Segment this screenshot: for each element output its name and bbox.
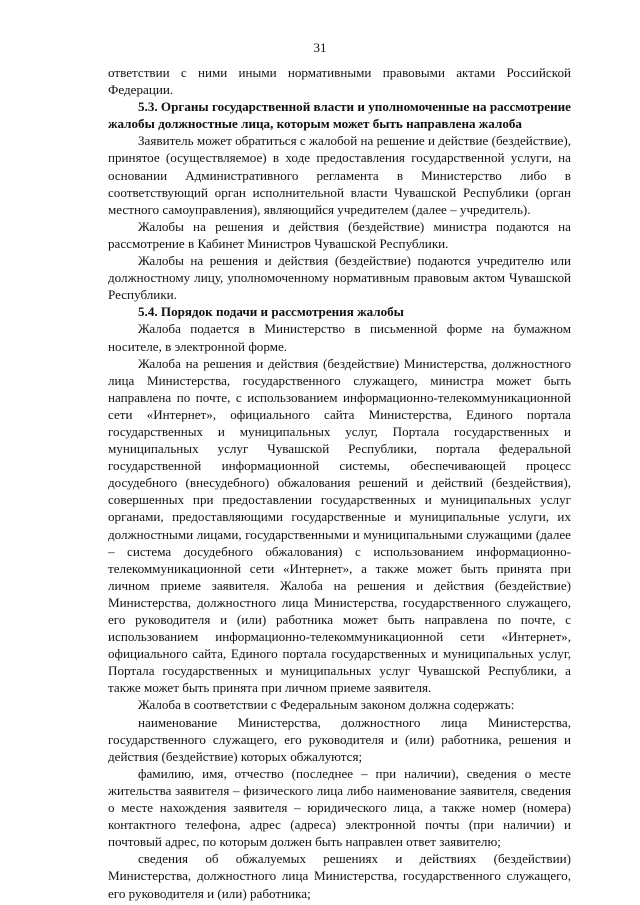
page-number: 31 [313,40,327,55]
paragraph-submission-channels: Жалоба на решения и действия (бездействие) Министерства, должностного лица Министерства, государственного служащего, министра может быть направлена по почте, с использованием информационно-телекоммуникационной сети «Интернет», официального сайта Министерства, Единого портала государственных и муниципальных услуг, Портала государственных и муниципальных услуг Чувашской Республики, портала федеральной государственной информационной системы, обеспечивающей процесс досудебного (внесудебного) обжалования решений и действий (бездействия), совершенных при предоставлении государственных и муниципальных услуг органами, предоставляющими государственные и муниципальные услуги, их должностными лицами, государственными и муниципальными служащими (далее – система досудебного обжалования) с использованием информационно-телекоммуникационной сети «Интернет», а также может быть принята при личном приеме заявителя. Жалоба на решения и действия (бездействие) Министерства, должностного лица Министерства, государственного служащего, его руководителя и (или) работника может быть направлена по почте, с использованием информационно-телекоммуникационной сети «Интернет», официального сайта, Единого портала государственных и муниципальных услуг, Портала государственных и муниципальных услуг Чувашской Республики, а также может быть принята при личном приеме заявителя. [108,355,571,696]
document-body [108,64,571,902]
list-item-applicant-details: фамилию, имя, отчество (последнее – при наличии), сведения о месте жительства заявителя – физического лица либо наименование заявителя, сведения о месте нахождения заявителя – юридического лица, а также номер (номера) контактного телефона, адрес (адреса) электронной почты (при наличии) и почтовый адрес, по которым должен быть направлен ответ заявителю; [108,765,571,850]
paragraph-contents-intro: Жалоба в соответствии с Федеральным законом должна содержать: [138,697,515,713]
list-item-decisions: сведения об обжалуемых решениях и действиях (бездействии) Министерства, должностного лица Министерства, государственного служащего, его руководителя и (или) работника; [108,851,571,901]
section-heading-5-4: 5.4. Порядок подачи и рассмотрения жалобы [138,304,404,320]
paragraph-appeal-right: Заявитель может обратиться с жалобой на решение и действие (бездействие), принятое (осуществляемое) в ходе предоставления государственной услуги, на основании Административного регламента в Министерство либо в соответствующий орган исполнительной власти Чувашской Республики (орган местного самоуправления), являющийся учредителем (далее – учредитель). [108,133,571,217]
paragraph-submission-form: Жалоба подается в Министерство в письменной форме на бумажном носителе, в электронной форме. [108,321,571,354]
paragraph-continuation: ответствии с ними иными нормативными правовыми актами Российской Федерации. [108,65,571,98]
section-heading-5-3: 5.3. Органы государственной власти и уполномоченные на рассмотрение жалобы должностные лица, которым может быть направлена жалоба [108,99,571,132]
paragraph-minister-complaints: Жалобы на решения и действия (бездействие) министра подаются на рассмотрение в Кабинет Министров Чувашской Республики. [108,218,571,251]
list-item-name: наименование Министерства, должностного лица Министерства, государственного служащего, его руководителя и (или) работника, решения и действия (бездействие) которых обжалуются; [108,714,571,764]
paragraph-founder-complaints: Жалобы на решения и действия (бездействие) подаются учредителю или должностному лицу, уполномоченному нормативным правовым актом Чувашской Республики. [108,253,571,303]
